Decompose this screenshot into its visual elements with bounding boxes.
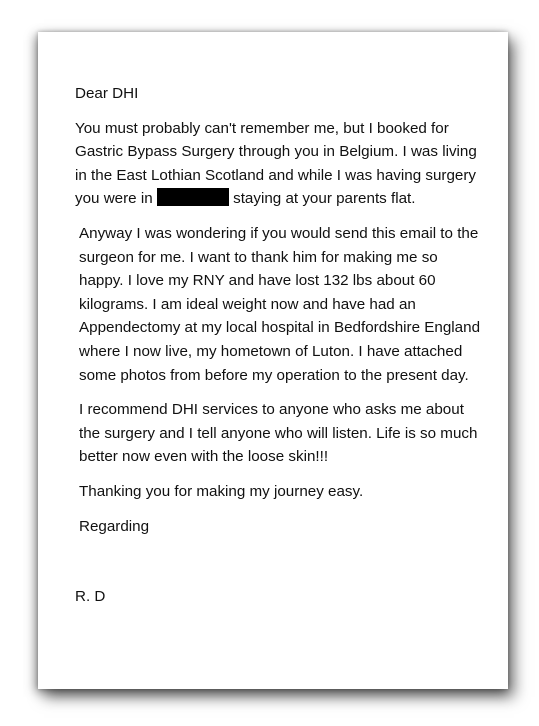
letter-body [75,82,480,609]
letter-paragraph-2: Anyway I was wondering if you would send this email to the surgeon for me. I want to thank him for making me so happy. I love my RNY and have lost 132 lbs about 60 kilograms. I am ideal weight now and have had an Appendectomy at my local hospital in Bedfordshire England where I now live, my hometown of Luton. I have attached some photos from before my operation to the present day. [79,224,481,384]
letter-page [38,32,508,689]
letter-closing: Regarding [79,517,150,535]
paragraph-1-text-end: staying at your parents flat. [228,190,416,208]
redaction-block [157,188,229,206]
letter-thanks: Thanking you for making my journey easy. [79,482,364,500]
paragraph-1-text-start: You must probably can't remember me, but I booked for Gastric Bypass Surgery through you in Belgium. I was living in the East Lothian Scotland and while I was having surgery you were in [75,119,477,208]
letter-paragraph-1 [75,117,480,211]
letter-greeting: Dear DHI [75,85,139,102]
letter-paragraph-3: I recommend DHI services to anyone who asks me about the surgery and I tell anyone who will listen. Life is so much better now even with the loose skin!!! [79,401,478,466]
letter-signature: R. D [75,588,106,606]
